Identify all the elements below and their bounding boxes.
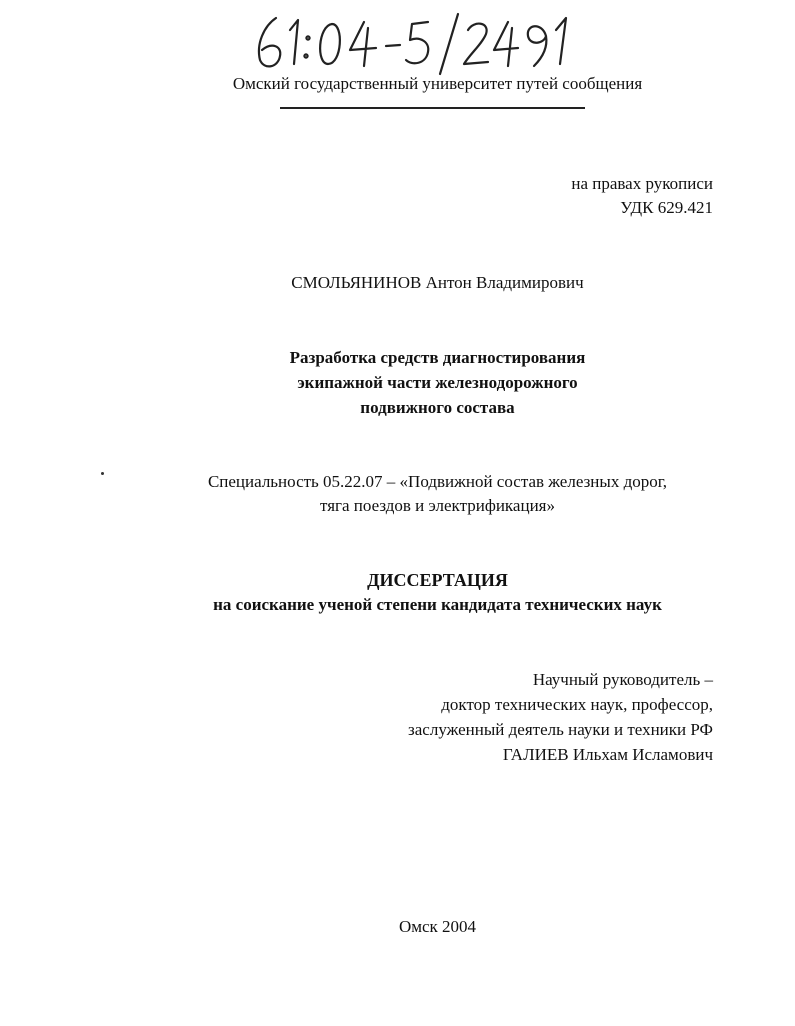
udk-code: УДК 629.421 [620,198,713,217]
title-line-3: подвижного состава [360,398,515,417]
title-line-1: Разработка средств диагностирования [289,348,586,367]
city-year: Омск 2004 [398,917,477,936]
advisor-degree: доктор технических наук, профессор, [441,695,713,714]
header-divider [280,107,585,109]
manuscript-note: на правах рукописи [571,174,713,193]
document-type-heading: ДИССЕРТАЦИЯ [367,570,508,590]
specialty-line-1: Специальность 05.22.07 – «Подвижной состав железных дорог, [207,472,668,491]
title-line-2: экипажной части железнодорожного [297,373,578,392]
specialty-line-2: тяга поездов и электрификация» [320,496,555,515]
advisor-role: Научный руководитель – [532,670,713,689]
degree-statement: на соискание ученой степени кандидата технических наук [213,595,662,614]
university-name: Омский государственный университет путей сообщения [232,74,643,93]
author-name: СМОЛЬЯНИНОВ Антон Владимирович [291,273,584,292]
advisor-honorific: заслуженный деятель науки и техники РФ [408,720,713,739]
handwritten-archive-number [236,8,576,78]
advisor-name: ГАЛИЕВ Ильхам Исламович [502,745,713,764]
